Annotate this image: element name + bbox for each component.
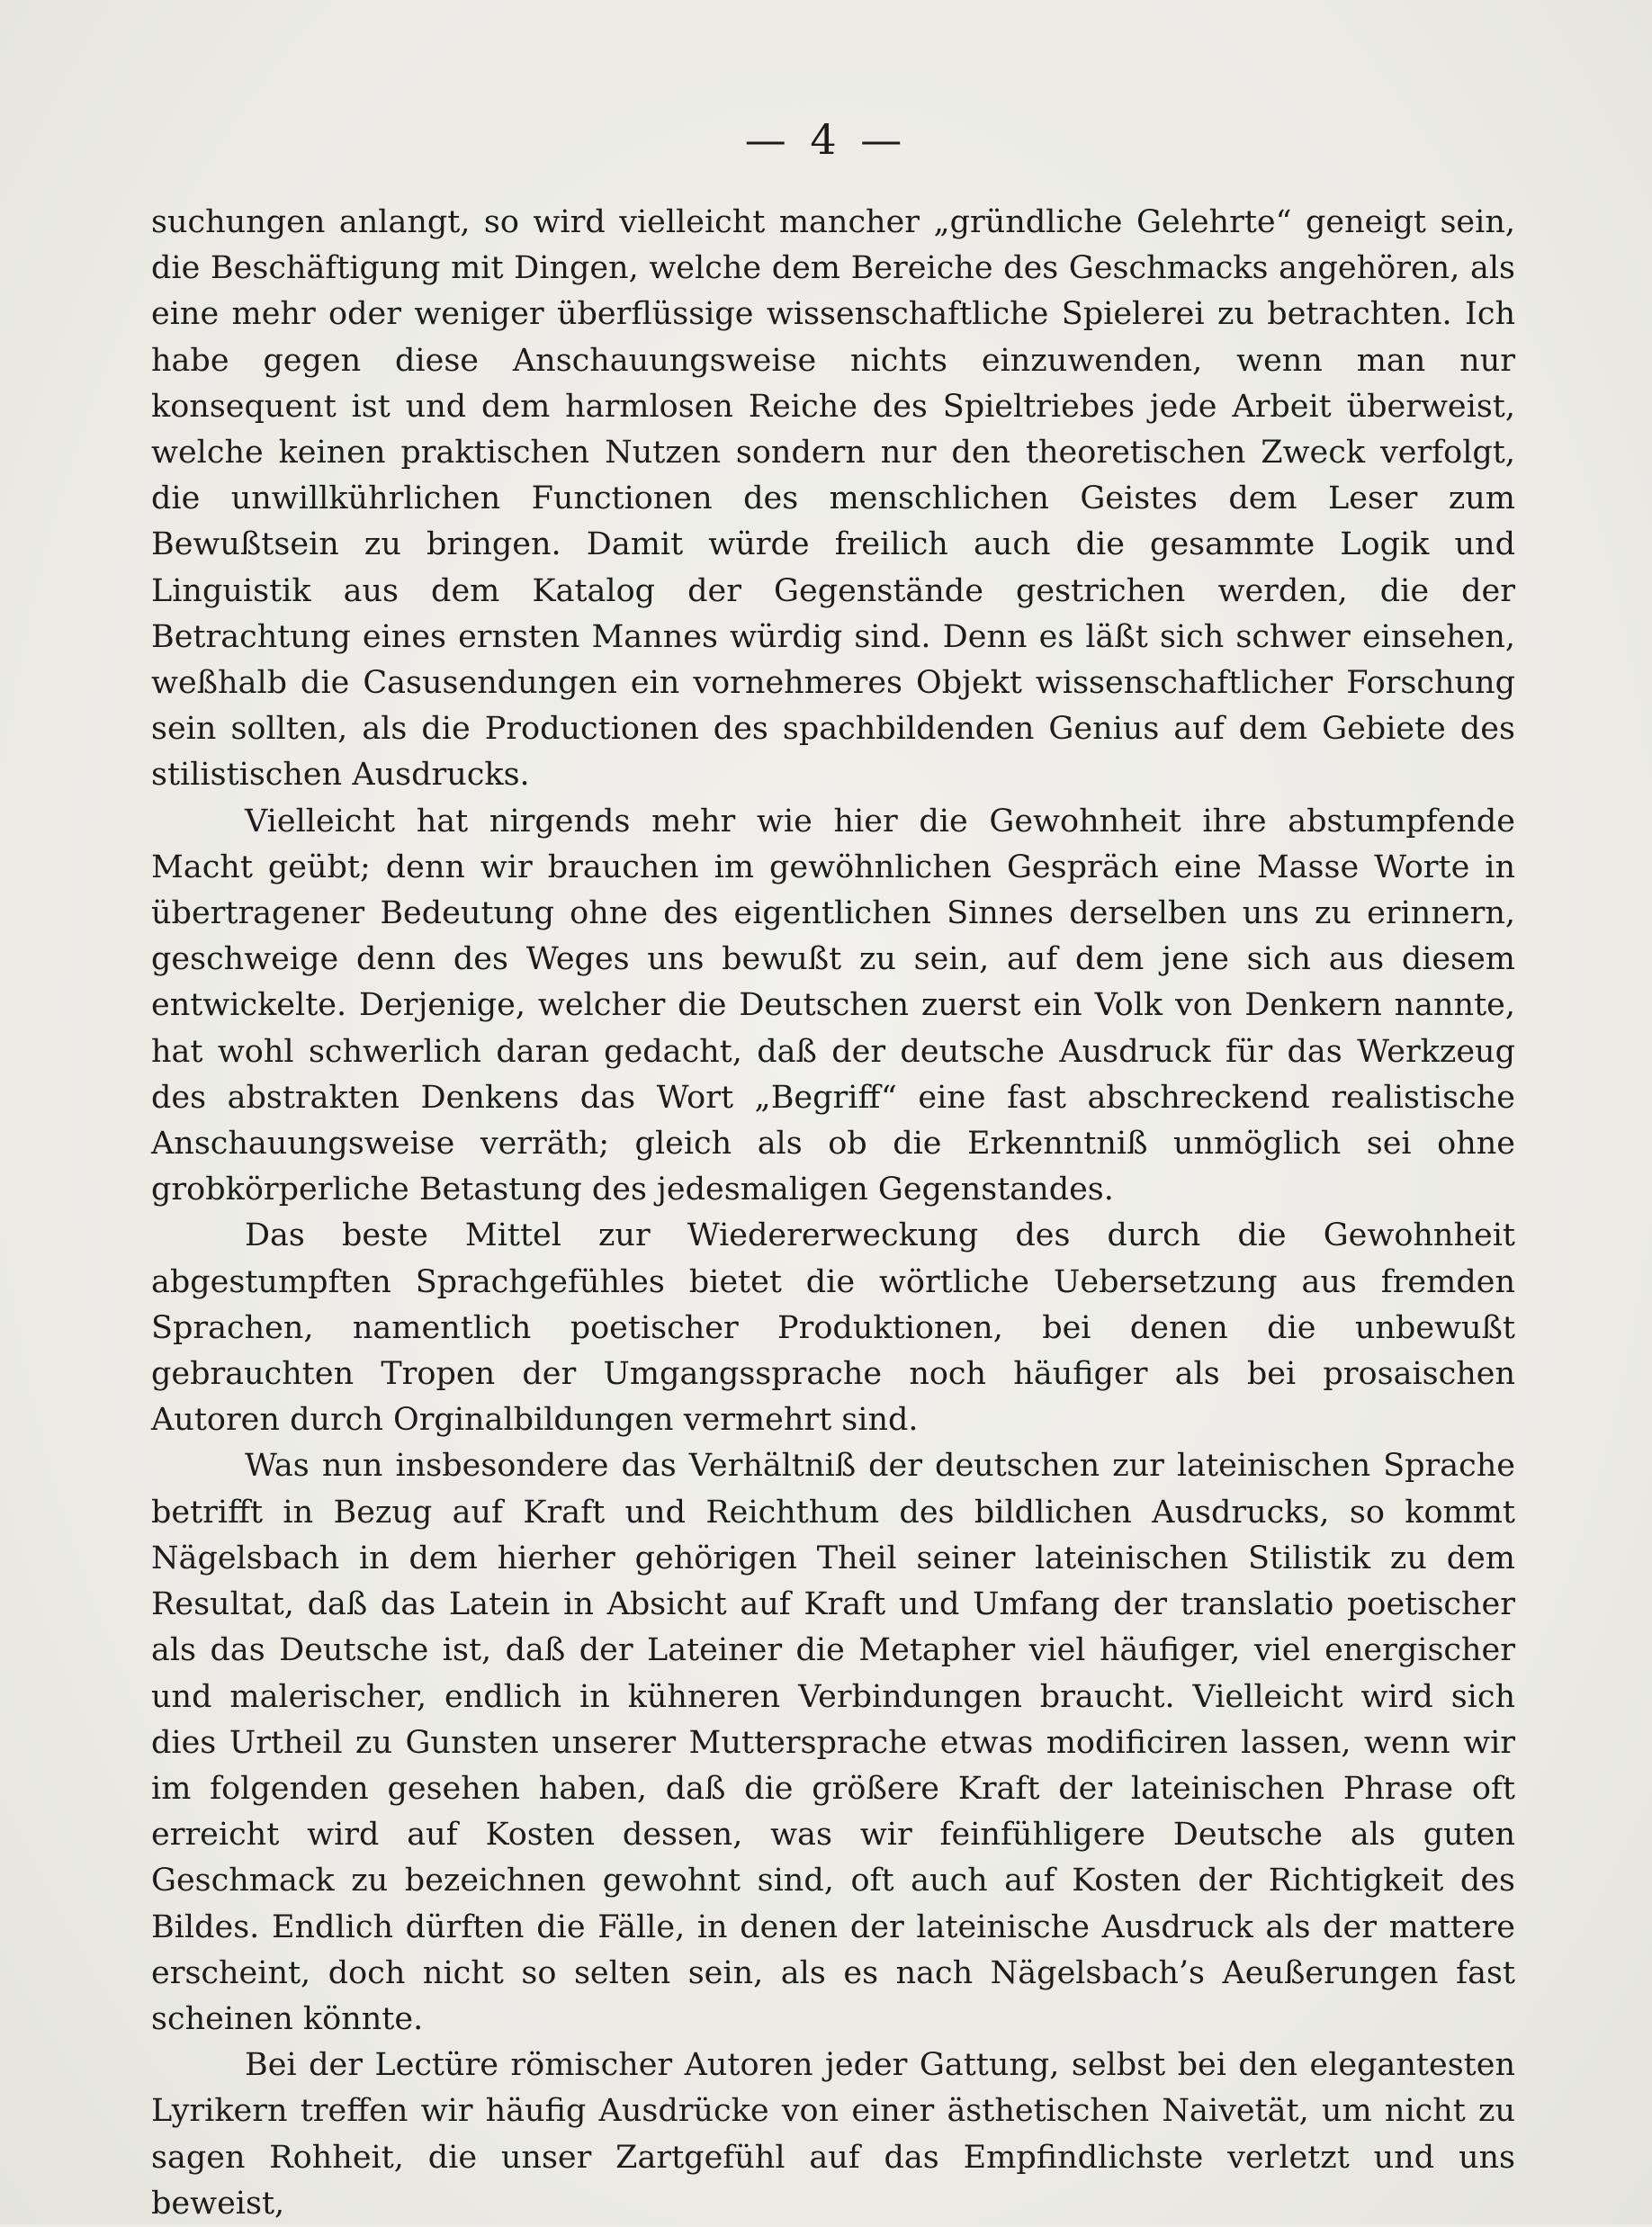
paragraph-5: Bei der Lectüre römischer Autoren jeder Gattung, selbst bei den elegantesten Lyrikern treffen wir häufig Ausdrücke von einer ästhetischen Naivetät, um nicht zu sagen Rohheit, die unser Zartgefühl auf das Empfindlichste verletzt und uns beweist, (151, 2047, 1515, 2222)
paragraph-2: Vielleicht hat nirgends mehr wie hier die Gewohnheit ihre abstumpfende Macht geübt; denn wir brauchen im gewöhnlichen Gespräch eine Masse Worte in übertragener Bedeutung ohne des eigentlichen Sinnes derselben uns zu erinnern, geschweige denn des Weges uns bewußt zu sein, auf dem jene sich aus diesem entwickelte. Derjenige, welcher die Deutschen zuerst ein Volk von Denkern nannte, hat wohl schwerlich daran gedacht, daß der deutsche Ausdruck für das Werkzeug des abstrakten Denkens das Wort „Begriff“ eine fast abschreckend realistische Anschauungsweise verräth; gleich als ob die Erkenntniß unmöglich sei ohne grobkörperliche Betastung des jedesmaligen Gegenstandes. (151, 803, 1515, 1208)
body-text (151, 200, 1515, 2227)
page-number: — 4 — (744, 115, 908, 164)
paragraph-1: suchungen anlangt, so wird vielleicht mancher „gründliche Gelehrte“ geneigt sein, die Beschäftigung mit Dingen, welche dem Bereiche des Geschmacks angehören, als eine mehr oder weniger überflüssige wissenschaftliche Spielerei zu betrachten. Ich habe gegen diese Anschauungsweise nichts einzuwenden, wenn man nur konsequent ist und dem harmlosen Reiche des Spieltriebes jede Arbeit überweist, welche keinen praktischen Nutzen sondern nur den theoretischen Zweck verfolgt, die unwillkührlichen Functionen des menschlichen Geistes dem Leser zum Bewußtsein zu bringen. Damit würde freilich auch die gesammte Logik und Linguistik aus dem Katalog der Gegenstände gestrichen werden, die der Betrachtung eines ernsten Mannes würdig sind. Denn es läßt sich schwer einsehen, weßhalb die Casusendungen ein vornehmeres Objekt wissenschaftlicher Forschung sein sollten, als die Productionen des spachbildenden Genius auf dem Gebiete des stilistischen Ausdrucks. (151, 204, 1515, 794)
paragraph-3: Das beste Mittel zur Wiedererweckung des durch die Gewohnheit abgestumpften Sprachgefühles bietet die wörtliche Uebersetzung aus fremden Sprachen, namentlich poetischer Produktionen, bei denen die unbewußt gebrauchten Tropen der Umgangssprache noch häufiger als bei prosaischen Autoren durch Orginalbildungen vermehrt sind. (151, 1217, 1515, 1439)
paragraph-4: Was nun insbesondere das Verhältniß der deutschen zur lateinischen Sprache betrifft in Bezug auf Kraft und Reichthum des bildlichen Ausdrucks, so kommt Nägelsbach in dem hierher gehörigen Theil seiner lateinischen Stilistik zu dem Resultat, daß das Latein in Absicht auf Kraft und Umfang der translatio poetischer als das Deutsche ist, daß der Lateiner die Metapher viel häufiger, viel energischer und malerischer, endlich in kühneren Verbindungen braucht. Vielleicht wird sich dies Urtheil zu Gunsten unserer Muttersprache etwas modificiren lassen, wenn wir im folgenden gesehen haben, daß die größere Kraft der lateinischen Phrase oft erreicht wird auf Kosten dessen, was wir feinfühligere Deutsche als guten Geschmack zu bezeichnen gewohnt sind, oft auch auf Kosten der Richtigkeit des Bildes. Endlich dürften die Fälle, in denen der lateinische Ausdruck als der mattere erscheint, doch nicht so selten sein, als es nach Nägelsbach’s Aeußerungen fast scheinen könnte. (151, 1448, 1515, 2037)
